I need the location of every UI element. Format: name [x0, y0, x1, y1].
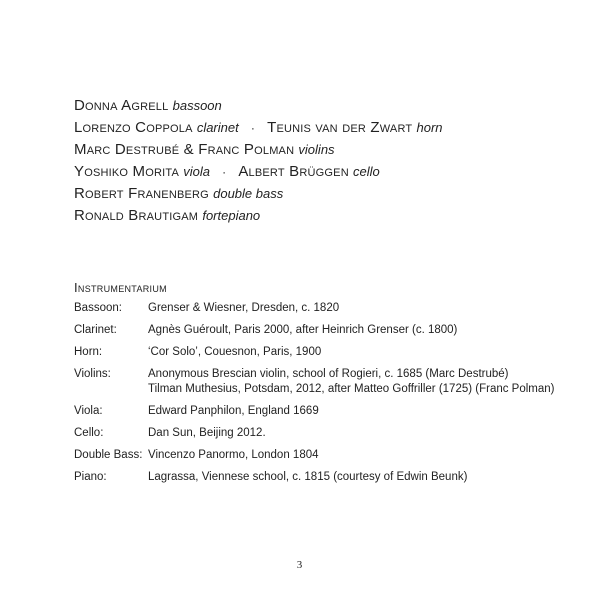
- instrument-details: [148, 404, 574, 419]
- instrument-description: Vincenzo Panormo, London 1804: [148, 449, 319, 461]
- separator-dot: ·: [250, 121, 255, 135]
- performer-name: Robert Franenberg: [74, 185, 209, 202]
- instrument-label: Clarinet:: [74, 324, 117, 336]
- instrument-description: Lagrassa, Viennese school, c. 1815 (courtesy of Edwin Beunk): [148, 471, 468, 483]
- performer-line: [74, 161, 443, 183]
- instrument-description: ‘Cor Solo’, Couesnon, Paris, 1900: [148, 346, 322, 358]
- instrument-label: Double Bass:: [74, 449, 143, 461]
- performer-name: Albert Brüggen: [238, 163, 349, 180]
- performer-instrument: double bass: [213, 186, 284, 201]
- instrument-label: Viola:: [74, 405, 103, 417]
- instrument-row: [74, 345, 574, 360]
- performer-name: Ronald Brautigam: [74, 207, 199, 224]
- instrument-details: [148, 426, 574, 441]
- performer-instrument: bassoon: [172, 98, 222, 113]
- instrument-description: Tilman Muthesius, Potsdam, 2012, after Matteo Goffriller (1725) (Franc Polman): [148, 383, 555, 395]
- instrument-row: [74, 426, 574, 441]
- performer-instrument: horn: [416, 120, 443, 135]
- instrument-row: [74, 404, 574, 419]
- page-number: 3: [296, 559, 303, 571]
- performer-name: Yoshiko Morita: [74, 163, 180, 180]
- performer-line: [74, 117, 443, 139]
- performer-instrument: clarinet: [196, 120, 239, 135]
- performer-line: [74, 205, 443, 227]
- instrument-row: [74, 323, 574, 338]
- instrument-details: [148, 448, 574, 463]
- instrument-list: [74, 301, 574, 485]
- performer-instrument: viola: [183, 164, 210, 179]
- performer-instrument: fortepiano: [202, 208, 261, 223]
- instrument-details: [148, 323, 574, 338]
- performer-line: [74, 95, 443, 117]
- performer-instrument: cello: [353, 164, 380, 179]
- instrument-details: [148, 345, 574, 360]
- instrument-details: [148, 367, 574, 397]
- instrument-description: Grenser & Wiesner, Dresden, c. 1820: [148, 302, 340, 314]
- instrument-label: Cello:: [74, 427, 104, 439]
- performer-name: Teunis van der Zwart: [267, 119, 413, 136]
- instrument-description: Edward Panphilon, England 1669: [148, 405, 319, 417]
- performer-line: [74, 183, 443, 205]
- instrument-row: [74, 448, 574, 463]
- instrument-label: Violins:: [74, 368, 111, 380]
- instrument-details: [148, 470, 574, 485]
- performer-name: Lorenzo Coppola: [74, 119, 193, 136]
- instrument-row: [74, 301, 574, 316]
- performer-instrument: violins: [298, 142, 335, 157]
- instrument-description: Anonymous Brescian violin, school of Rogieri, c. 1685 (Marc Destrubé): [148, 368, 509, 380]
- performer-name: Donna Agrell: [74, 97, 169, 114]
- performer-name: Marc Destrubé & Franc Polman: [74, 141, 295, 158]
- instrumentarium-section: [74, 279, 574, 492]
- instrument-details: [148, 301, 574, 316]
- instrument-label: Piano:: [74, 471, 107, 483]
- instrument-description: Dan Sun, Beijing 2012.: [148, 427, 266, 439]
- performer-line: [74, 139, 443, 161]
- separator-dot: ·: [222, 165, 227, 179]
- instrument-row: [74, 367, 574, 397]
- instrument-description: Agnès Guéroult, Paris 2000, after Heinrich Grenser (c. 1800): [148, 324, 458, 336]
- instrument-label: Horn:: [74, 346, 103, 358]
- instrument-label: Bassoon:: [74, 302, 122, 314]
- instrument-row: [74, 470, 574, 485]
- performer-list: [74, 95, 443, 227]
- section-heading: Instrumentarium: [74, 280, 167, 295]
